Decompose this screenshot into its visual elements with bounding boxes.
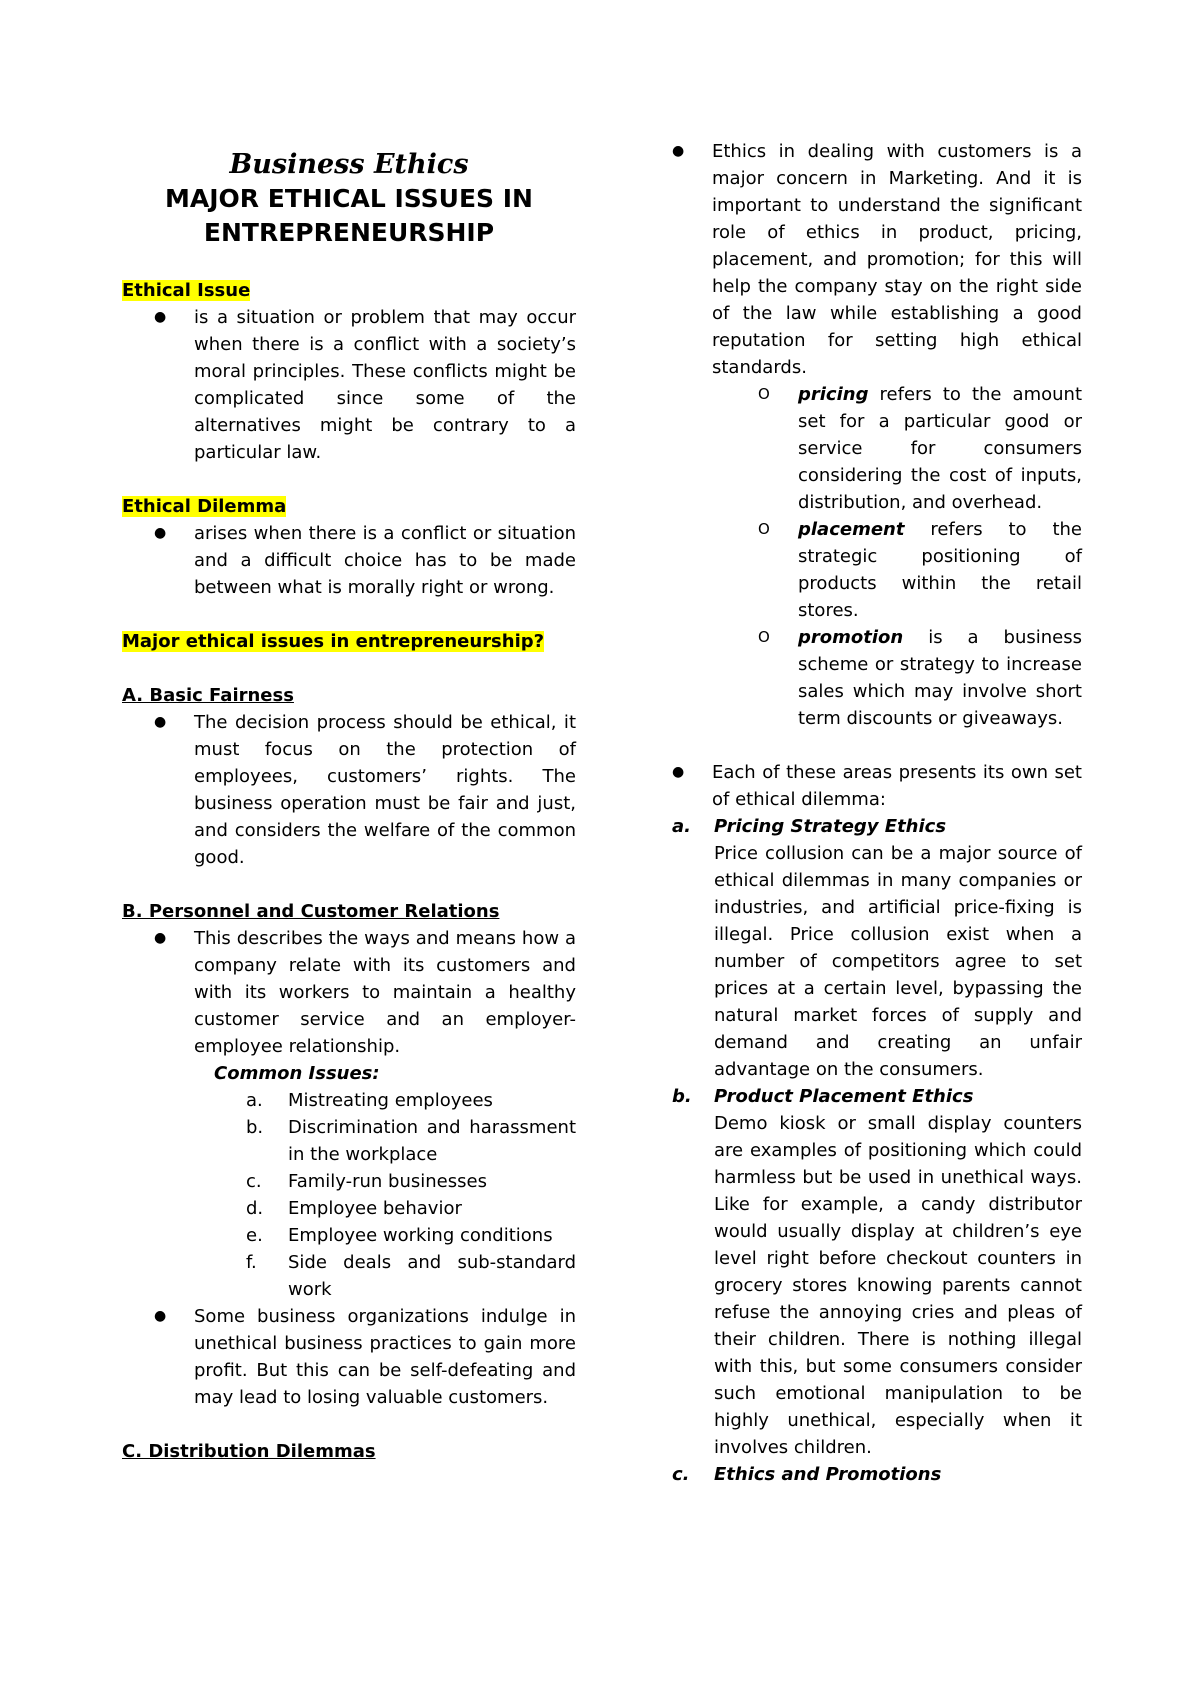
section-b-title: B. Personnel and Customer Relations: [122, 901, 500, 922]
section-a-title: A. Basic Fairness: [122, 685, 294, 706]
ethical-dilemma-label: Ethical Dilemma: [122, 496, 287, 517]
left-column: [122, 138, 576, 1465]
list-item: ● Some business organizations indulge in unethical business practices to gain more profit. But this can be self-defeating and may lead to losing valuable customers.: [122, 1303, 576, 1411]
list-item: ● Each of these areas presents its own set of ethical dilemma:: [672, 759, 1082, 813]
major-issues-question: Major ethical issues in entrepreneurship?: [122, 631, 545, 652]
page-heading: MAJOR ETHICAL ISSUES IN ENTREPRENEURSHIP: [165, 184, 533, 247]
list-item: ● This describes the ways and means how a company relate with its customers and with its workers to maintain a healthy customer service and an employer- employee relationship.: [122, 925, 576, 1060]
right-column: [672, 138, 1082, 1488]
sub-item-placement: O placement refers to the strategic positioning of products within the retail stores.: [758, 516, 1082, 624]
circle-bullet-icon: O: [758, 628, 770, 646]
bullet-icon: ●: [154, 309, 167, 325]
bullet-icon: ●: [154, 930, 167, 946]
list-item: ● The decision process should be ethical, it must focus on the protection of employees, customers’ rights. The business operation must be fair and just, and considers the welfare of the common good.: [122, 709, 576, 871]
common-issues-label: Common Issues:: [214, 1063, 380, 1084]
topic-pricing-label: a. Pricing Strategy Ethics: [672, 816, 947, 837]
ethical-issue-label: Ethical Issue: [122, 280, 251, 301]
issue-item: f. Side deals and sub-standard work: [246, 1252, 576, 1300]
bullet-icon: ●: [154, 525, 167, 541]
issue-item: c. Family-run businesses: [246, 1171, 487, 1192]
issue-item: a. Mistreating employees: [246, 1090, 493, 1111]
circle-bullet-icon: O: [758, 520, 770, 538]
bullet-icon: ●: [154, 714, 167, 730]
sub-item-pricing: O pricing refers to the amount set for a particular good or service for consumers considering the cost of inputs, distribution, and overhead.: [758, 381, 1082, 516]
topic-promotions-label: c. Ethics and Promotions: [672, 1464, 942, 1485]
issue-item: b. Discrimination and harassment in the workplace: [246, 1117, 576, 1165]
sub-item-promotion: O promotion is a business scheme or strategy to increase sales which may involve short term discounts or giveaways.: [758, 624, 1082, 732]
topic-placement-text: Demo kiosk or small display counters are examples of positioning which could harmless but be used in unethical ways. Like for example, a candy distributor would usually display at children’s eye level right before checkout counters in grocery stores knowing parents cannot refuse the annoying cries and pleas of their children. There is nothing illegal with this, but some consumers consider such emotional manipulation to be highly unethical, especially when it involves children.: [714, 1113, 1082, 1458]
list-item: ● arises when there is a conflict or situation and a difficult choice has to be made between what is morally right or wrong.: [122, 520, 576, 601]
bullet-icon: ●: [672, 764, 685, 780]
bullet-icon: ●: [672, 143, 685, 159]
document-title: Business Ethics: [229, 149, 469, 180]
topic-placement-label: b. Product Placement Ethics: [672, 1086, 974, 1107]
issue-item: e. Employee working conditions: [246, 1225, 553, 1246]
list-item: ● Ethics in dealing with customers is a major concern in Marketing. And it is important to understand the significant role of ethics in product, pricing, placement, and promotion; for this will help the company stay on the right side of the law while establishing a good reputation for setting high ethical standards.: [672, 138, 1082, 381]
bullet-icon: ●: [154, 1308, 167, 1324]
section-c-title: C. Distribution Dilemmas: [122, 1441, 376, 1462]
issue-item: d. Employee behavior: [246, 1198, 462, 1219]
topic-pricing-text: Price collusion can be a major source of ethical dilemmas in many companies or industries, and artificial price-fixing is illegal. Price collusion exist when a number of competitors agree to set prices at a certain level, bypassing the natural market forces of supply and demand and creating an unfair advantage on the consumers.: [714, 843, 1082, 1080]
list-item: ● is a situation or problem that may occur when there is a conflict with a society’s moral principles. These conflicts might be complicated since some of the alternatives might be contrary to a particular law.: [122, 304, 576, 466]
circle-bullet-icon: O: [758, 385, 770, 403]
